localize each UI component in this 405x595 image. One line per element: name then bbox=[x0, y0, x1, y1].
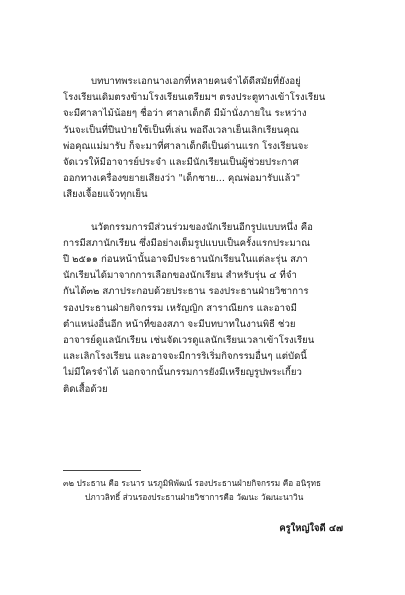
text-line: อาจารย์ดูแลนักเรียน เช่นจัดเวรดูแลนักเรียนเวลาเข้าโรงเรียน bbox=[63, 335, 315, 347]
text-line: กันได้๓๒ สภาประกอบด้วยประธาน รองประธานฝ่ายวิชาการ bbox=[63, 286, 309, 298]
text-line: บทบาทพระเอกนางเอกที่หลายคนจำได้ดีสมัยที่ยังอยู่ bbox=[91, 76, 301, 87]
text-line: การมีสภานักเรียน ซึ่งมีอย่างเต็มรูปแบบเป็นครั้งแรกประมาณ bbox=[63, 237, 311, 249]
text-line: โรงเรียนเดิมตรงข้ามโรงเรียนเตรียมฯ ตรงประตูทางเข้าโรงเรียน bbox=[63, 92, 326, 104]
text-line: ตำแหน่งอื่นอีก หน้าที่ของสภา จะมีบทบาทในงานพิธี ช่วย bbox=[63, 318, 296, 330]
body-text bbox=[63, 74, 345, 398]
text-line: จะมีศาลาไม้น้อยๆ ชื่อว่า ศาลาเด็กดี มีม้านั่งภายใน ระหว่าง bbox=[63, 108, 307, 120]
text-line: จัดเวรให้มีอาจารย์ประจำ และมีนักเรียนเป็นผู้ช่วยประกาศ bbox=[63, 157, 299, 169]
footnote-line: ๓๒ ประธาน คือ ระนาร นรภูมิพิพัฒน์ รองประธานฝ่ายกิจกรรม คือ อนิรุทธ bbox=[63, 478, 322, 488]
text-line: นักเรียนได้มาจากการเลือกของนักเรียน สำหรับรุ่น ๔ ที่จำ bbox=[63, 270, 297, 282]
footnote-divider bbox=[63, 470, 141, 471]
text-line: ติดเสื้อด้วย bbox=[63, 383, 108, 395]
text-line: ปี ๒๕๑๑ ก่อนหน้านั้นอาจมีประธานนักเรียนในแต่ละรุ่น สภา bbox=[63, 254, 308, 266]
text-line: พ่อคุณแม่มารับ ก็จะมาที่ศาลาเด็กดีเป็นด่านแรก โรงเรียนจะ bbox=[63, 140, 309, 152]
text-line: เสียงเจื้อยแจ้วทุกเย็น bbox=[63, 189, 148, 201]
footnote bbox=[63, 476, 345, 504]
paragraph-2 bbox=[63, 220, 345, 398]
paragraph-1 bbox=[63, 74, 345, 204]
text-line: ไม่มีใครจำได้ นอกจากนั้นกรรมการยังมีเหรียญรูปพระเกี้ยว bbox=[63, 367, 302, 379]
text-line: รองประธานฝ่ายกิจกรรม เหรัญญิก สาราณียกร และอาจมี bbox=[63, 302, 297, 314]
text-line: นวัตกรรมการมีส่วนร่วมของนักเรียนอีกรูปแบบหนึ่ง คือ bbox=[91, 221, 313, 233]
footnote-line: ปภาวลิทธิ์ ส่วนรองประธานฝ่ายวิชาการคือ วัฒนะ วัฒนะนาวิน bbox=[85, 492, 304, 502]
text-line: และเลิกโรงเรียน และอาจจะมีการริเริ่มกิจกรรมอื่นๆ แต่บัดนี้ bbox=[63, 351, 307, 363]
text-line: ออกทางเครื่องขยายเสียงว่า "เด็กชาย... คุณพ่อมารับแล้ว" bbox=[63, 173, 301, 185]
page-footer: ครูใหญ่ใจดี ๔๗ bbox=[279, 523, 343, 534]
text-line: วันจะเป็นที่ปีนป่ายใช้เป็นที่เล่น พอถึงเวลาเย็นเลิกเรียนคุณ bbox=[63, 124, 299, 136]
